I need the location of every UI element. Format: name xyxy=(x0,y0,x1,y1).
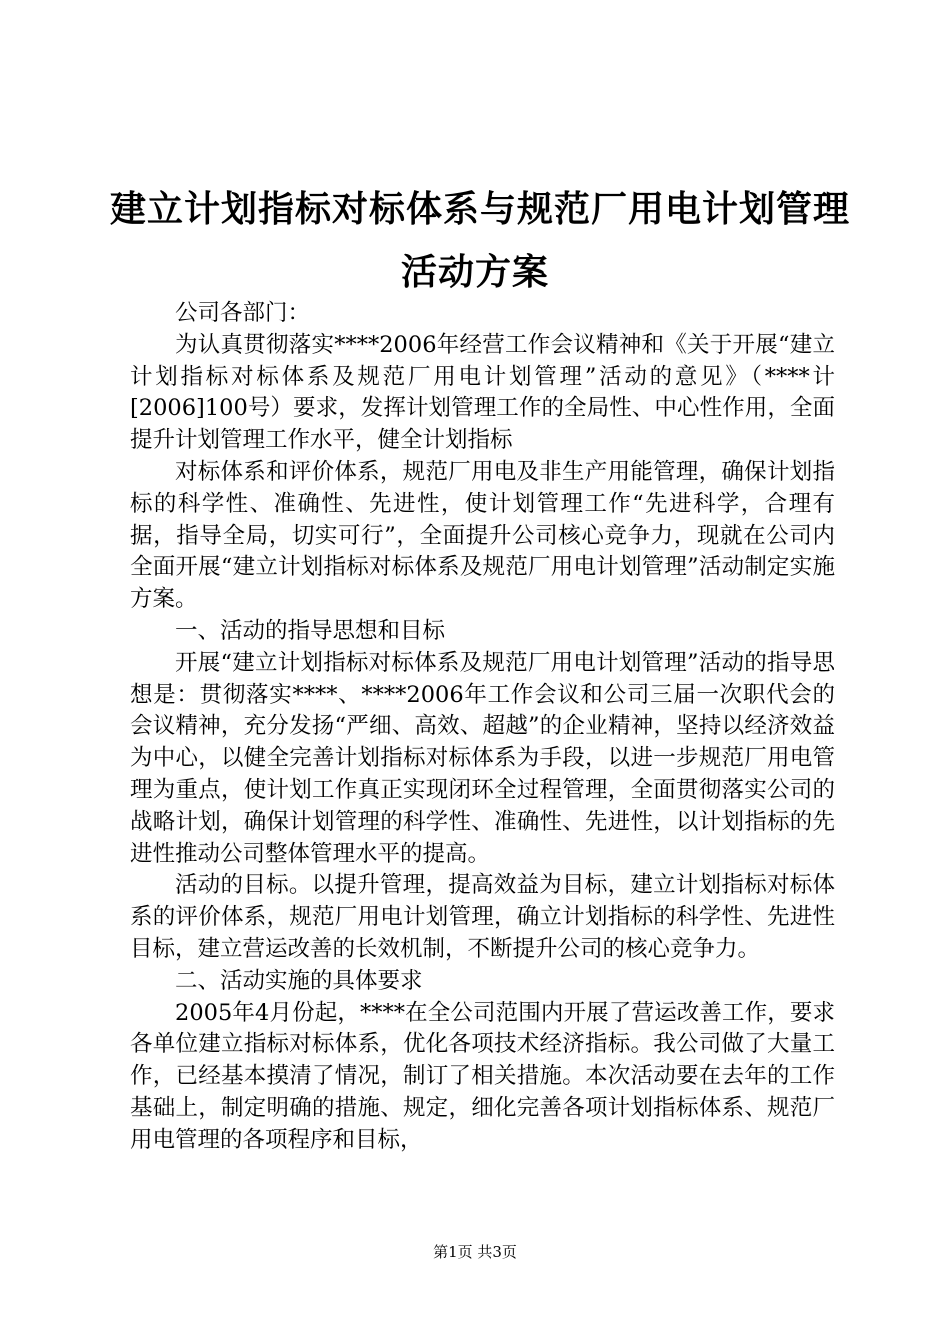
body-paragraph: 对标体系和评价体系，规范厂用电及非生产用能管理，确保计划指标的科学性、准确性、先进性，使计划管理工作“先进科学，合理有据，指导全局，切实可行”，全面提升公司核心竞争力，现就在公司内全面开展“建立计划指标对标体系及规范厂用电计划管理”活动制定实施方案。 xyxy=(130,458,835,613)
body-paragraph: 开展“建立计划指标对标体系及规范厂用电计划管理”活动的指导思想是：贯彻落实****、****2006年工作会议和公司三届一次职代会的会议精神，充分发扬“严细、高效、超越”的企业精神，坚持以经济效益为中心，以健全完善计划指标对标体系为手段，以进一步规范厂用电管理为重点，使计划工作真正实现闭环全过程管理，全面贯彻落实公司的战略计划，确保计划管理的科学性、准确性、先进性，以计划指标的先进性推动公司整体管理水平的提高。 xyxy=(130,649,835,867)
salutation-paragraph: 公司各部门： xyxy=(175,300,311,326)
page-number-footer: 第1页 共3页 xyxy=(433,1243,517,1261)
section-heading: 二、活动实施的具体要求 xyxy=(175,967,423,994)
document-title-line-1: 建立计划指标对标体系与规范厂用电计划管理 xyxy=(110,189,851,230)
body-paragraph: 为认真贯彻落实****2006年经营工作会议精神和《关于开展“建立计划指标对标体系及规范厂用电计划管理”活动的意见》（****计[2006]100号）要求，发挥计划管理工作的全局性、中心性作用，全面提升计划管理工作水平，健全计划指标 xyxy=(130,331,835,454)
document-title-line-2: 活动方案 xyxy=(400,252,549,293)
document-body xyxy=(130,298,835,1157)
section-heading: 一、活动的指导思想和目标 xyxy=(175,617,446,644)
body-paragraph: 2005年4月份起，****在全公司范围内开展了营运改善工作，要求各单位建立指标对标体系，优化各项技术经济指标。我公司做了大量工作，已经基本摸清了情况，制订了相关措施。本次活动要在去年的工作基础上，制定明确的措施、规定，细化完善各项计划指标体系、规范厂用电管理的各项程序和目标， xyxy=(130,999,835,1153)
body-paragraph: 活动的目标。以提升管理，提高效益为目标，建立计划指标对标体系的评价体系，规范厂用电计划管理，确立计划指标的科学性、先进性目标，建立营运改善的长效机制，不断提升公司的核心竞争力。 xyxy=(130,872,835,962)
